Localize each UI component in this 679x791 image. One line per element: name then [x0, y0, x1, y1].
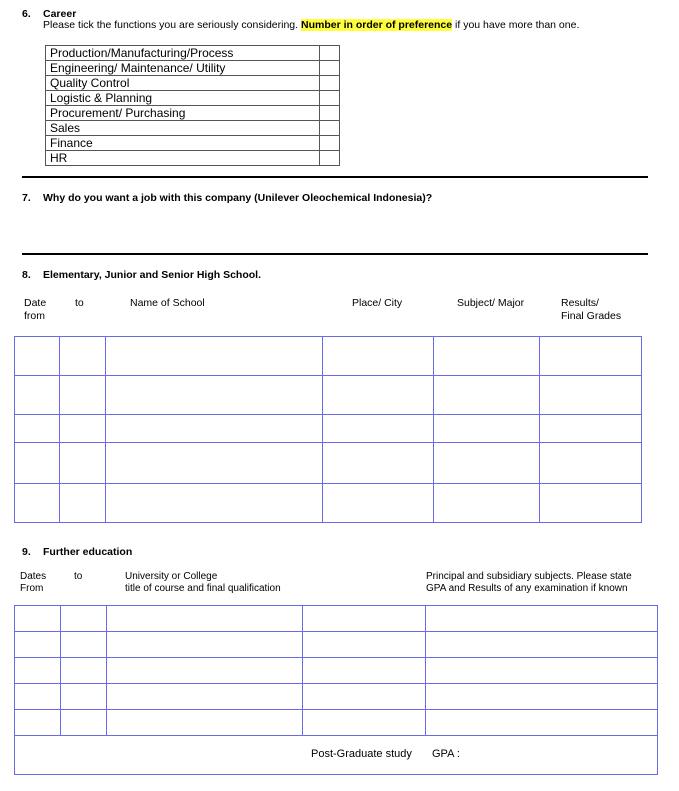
answer-line[interactable]: [22, 253, 648, 255]
function-row: [46, 46, 340, 61]
table-cell[interactable]: [322, 443, 434, 484]
table-cell[interactable]: [106, 632, 302, 658]
table-row: [15, 337, 642, 376]
table-cell[interactable]: [15, 658, 61, 684]
table-cell[interactable]: [106, 606, 302, 632]
function-checkbox[interactable]: [320, 121, 340, 136]
fe-header-from: From: [20, 583, 44, 594]
table-cell[interactable]: [60, 484, 105, 523]
table-cell[interactable]: [15, 415, 60, 443]
table-cell[interactable]: [425, 606, 657, 632]
table-cell[interactable]: [15, 376, 60, 415]
function-label: Engineering/ Maintenance/ Utility: [46, 61, 320, 76]
fe-header-university-line1: University or College: [125, 571, 218, 582]
table-cell[interactable]: [60, 684, 106, 710]
fe-header-course: title of course and final qualification: [125, 583, 281, 594]
table-cell[interactable]: [322, 415, 434, 443]
function-row: [46, 61, 340, 76]
table-cell[interactable]: [60, 632, 106, 658]
instruction-pre: Please tick the functions you are seriously considering.: [43, 19, 299, 31]
table-cell[interactable]: [322, 376, 434, 415]
fe-header-subjects-line2: GPA and Results of any examination if known: [426, 583, 628, 594]
fe-header-to: to: [74, 571, 83, 582]
table-cell[interactable]: [106, 658, 302, 684]
function-checkbox[interactable]: [320, 136, 340, 151]
function-label: Quality Control: [46, 76, 320, 91]
section-7-number: 7.: [22, 192, 31, 204]
table-cell[interactable]: [540, 484, 642, 523]
header-date: Date: [24, 297, 47, 309]
table-cell[interactable]: [105, 376, 322, 415]
post-graduate-cell[interactable]: [15, 736, 658, 775]
instruction-highlight: Number in order of preference: [300, 19, 453, 31]
function-checkbox[interactable]: [320, 106, 340, 121]
section-6-title: Career: [43, 8, 77, 20]
fe-header-university: [125, 571, 281, 595]
table-cell[interactable]: [303, 606, 426, 632]
table-row: [15, 710, 658, 736]
table-cell[interactable]: [60, 376, 105, 415]
function-label: HR: [46, 151, 320, 166]
header-from: from: [24, 310, 45, 322]
table-cell[interactable]: [15, 606, 61, 632]
fe-header-subjects: [426, 571, 632, 595]
function-label: Logistic & Planning: [46, 91, 320, 106]
table-row: [15, 484, 642, 523]
table-cell[interactable]: [15, 443, 60, 484]
table-cell[interactable]: [434, 376, 540, 415]
table-row: [15, 443, 642, 484]
table-cell[interactable]: [425, 658, 657, 684]
table-row: [15, 684, 658, 710]
table-cell[interactable]: [105, 337, 322, 376]
table-cell[interactable]: [106, 684, 302, 710]
table-cell[interactable]: [322, 484, 434, 523]
table-cell[interactable]: [540, 415, 642, 443]
table-cell[interactable]: [425, 710, 657, 736]
table-row: [15, 376, 642, 415]
section-9-number: 9.: [22, 546, 31, 558]
function-row: [46, 151, 340, 166]
table-cell[interactable]: [540, 443, 642, 484]
table-cell[interactable]: [303, 710, 426, 736]
function-checkbox[interactable]: [320, 46, 340, 61]
function-label: Production/Manufacturing/Process: [46, 46, 320, 61]
table-cell[interactable]: [303, 684, 426, 710]
post-graduate-row: [15, 736, 658, 775]
function-checkbox[interactable]: [320, 151, 340, 166]
high-school-table: [14, 336, 642, 523]
instruction-post: if you have more than one.: [455, 19, 580, 31]
table-cell[interactable]: [434, 443, 540, 484]
function-row: [46, 76, 340, 91]
divider-line: [22, 176, 648, 178]
table-cell[interactable]: [15, 337, 60, 376]
table-row: [15, 415, 642, 443]
further-education-table: [14, 605, 658, 775]
table-cell[interactable]: [60, 606, 106, 632]
table-cell[interactable]: [105, 484, 322, 523]
table-cell[interactable]: [434, 415, 540, 443]
fe-header-dates: [20, 571, 46, 595]
table-cell[interactable]: [105, 443, 322, 484]
table-cell[interactable]: [425, 684, 657, 710]
table-cell[interactable]: [303, 658, 426, 684]
function-row: [46, 136, 340, 151]
table-row: [15, 606, 658, 632]
function-label: Finance: [46, 136, 320, 151]
table-cell[interactable]: [322, 337, 434, 376]
function-checkbox[interactable]: [320, 76, 340, 91]
fe-header-dates-label: Dates: [20, 571, 47, 582]
table-cell[interactable]: [60, 658, 106, 684]
section-6-number: 6.: [22, 8, 31, 20]
header-subject-major: Subject/ Major: [457, 297, 525, 309]
table-row: [15, 632, 658, 658]
header-name-of-school: Name of School: [130, 297, 205, 309]
header-final-grades: Final Grades: [561, 310, 622, 322]
table-cell[interactable]: [106, 710, 302, 736]
gpa-label: GPA :: [432, 748, 460, 760]
fe-header-subjects-line1: Principal and subsidiary subjects. Please state: [426, 571, 632, 582]
function-row: [46, 121, 340, 136]
section-9-title: Further education: [43, 546, 133, 558]
section-8-title: Elementary, Junior and Senior High School.: [43, 269, 262, 281]
table-cell[interactable]: [434, 484, 540, 523]
function-label: Sales: [46, 121, 320, 136]
table-cell[interactable]: [60, 415, 105, 443]
table-cell[interactable]: [303, 632, 426, 658]
section-8-number: 8.: [22, 269, 31, 281]
table-cell[interactable]: [60, 443, 105, 484]
functions-table: [45, 45, 340, 166]
header-date-from: [24, 297, 46, 323]
table-cell[interactable]: [540, 376, 642, 415]
function-row: [46, 106, 340, 121]
header-place-city: Place/ City: [352, 297, 403, 309]
table-row: [15, 658, 658, 684]
header-results-line1: Results/: [561, 297, 599, 309]
table-cell[interactable]: [434, 337, 540, 376]
header-to: to: [75, 297, 84, 309]
table-cell[interactable]: [15, 684, 61, 710]
section-7-title: Why do you want a job with this company (Unilever Oleochemical Indonesia)?: [43, 192, 433, 204]
table-cell[interactable]: [425, 632, 657, 658]
career-instruction: [43, 19, 579, 31]
function-checkbox[interactable]: [320, 61, 340, 76]
function-checkbox[interactable]: [320, 91, 340, 106]
table-cell[interactable]: [60, 710, 106, 736]
table-cell[interactable]: [15, 632, 61, 658]
function-label: Procurement/ Purchasing: [46, 106, 320, 121]
post-graduate-label: Post-Graduate study: [311, 748, 412, 760]
table-cell[interactable]: [60, 337, 105, 376]
table-cell[interactable]: [15, 484, 60, 523]
table-cell[interactable]: [15, 710, 61, 736]
table-cell[interactable]: [540, 337, 642, 376]
header-results: [561, 297, 621, 323]
function-row: [46, 91, 340, 106]
table-cell[interactable]: [105, 415, 322, 443]
